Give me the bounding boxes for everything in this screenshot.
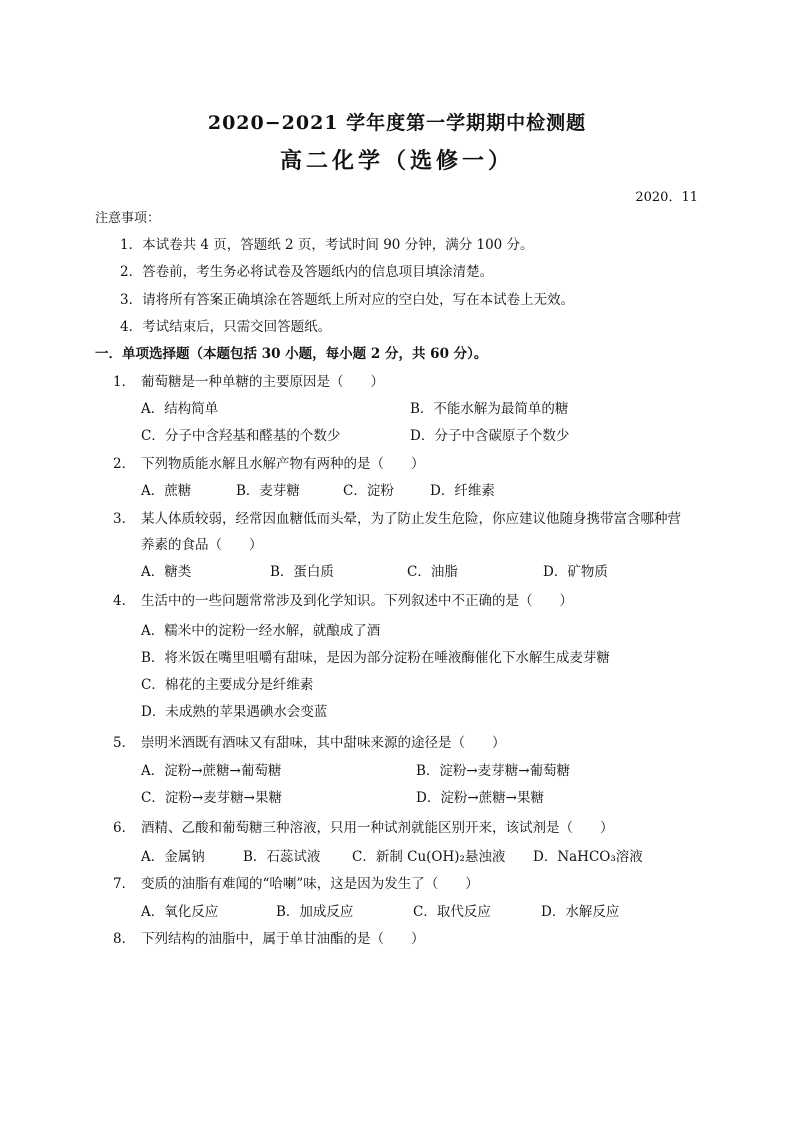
option-d: D．水解反应 xyxy=(541,904,620,920)
option-c: C．取代反应 xyxy=(413,904,491,920)
question-number: 2． xyxy=(113,456,136,472)
question-3 xyxy=(113,510,681,528)
option-a: A．氧化反应 xyxy=(141,904,219,920)
option-a: A．糖类 xyxy=(141,564,192,580)
section-heading: 一．单项选择题（本题包括 30 小题，每小题 2 分，共 60 分）。 xyxy=(95,346,488,362)
note-item: 3．请将所有答案正确填涂在答题纸上所对应的空白处，写在本试卷上无效。 xyxy=(120,292,575,308)
option-b: B．加成反应 xyxy=(276,904,354,920)
option-b: B．麦芽糖 xyxy=(236,483,300,499)
question-stem: 葡萄糖是一种单糖的主要原因是（ ） xyxy=(141,374,384,390)
note-item: 1．本试卷共 4 页，答题纸 2 页，考试时间 90 分钟，满分 100 分。 xyxy=(120,237,534,253)
question-4 xyxy=(113,592,573,610)
option-d: D．NaHCO₃溶液 xyxy=(533,849,643,865)
option-c: C．分子中含羟基和醛基的个数少 xyxy=(141,428,341,444)
question-stem: 变质的油脂有难闻的“哈喇”味，这是因为发生了（ ） xyxy=(141,876,479,892)
question-6 xyxy=(113,819,614,837)
question-2 xyxy=(113,455,425,473)
question-stem: 下列物质能水解且水解产物有两种的是（ ） xyxy=(141,456,425,472)
option-a: A．金属钠 xyxy=(141,849,205,865)
option-a: A．淀粉→蔗糖→葡萄糖 xyxy=(141,763,282,779)
question-stem: 生活中的一些问题常常涉及到化学知识。下列叙述中不正确的是（ ） xyxy=(141,593,573,609)
question-stem: 某人体质较弱，经常因血糖低而头晕，为了防止发生危险，你应建议他随身携带富含哪种营 xyxy=(141,511,681,527)
option-c: C．淀粉→麦芽糖→果糖 xyxy=(141,790,282,806)
question-number: 3． xyxy=(113,511,136,527)
question-number: 4． xyxy=(113,593,136,609)
option-c: C．油脂 xyxy=(407,564,458,580)
question-number: 8． xyxy=(113,931,136,947)
option-b: B．淀粉→麦芽糖→葡萄糖 xyxy=(416,763,571,779)
question-number: 6． xyxy=(113,820,136,836)
question-8 xyxy=(113,930,425,948)
question-stem: 崇明米酒既有酒味又有甜味，其中甜味来源的途径是（ ） xyxy=(141,735,506,751)
option-d: D．未成熟的苹果遇碘水会变蓝 xyxy=(141,704,328,720)
notes-heading: 注意事项： xyxy=(95,211,161,226)
option-a: A．糯米中的淀粉一经水解，就酿成了酒 xyxy=(141,623,381,639)
question-stem: 下列结构的油脂中，属于单甘油酯的是（ ） xyxy=(141,931,425,947)
exam-subtitle: 高二化学（选修一） xyxy=(279,148,514,174)
question-5 xyxy=(113,734,506,752)
option-b: B．将米饭在嘴里咀嚼有甜味，是因为部分淀粉在唾液酶催化下水解生成麦芽糖 xyxy=(141,650,610,666)
note-item: 2．答卷前，考生务必将试卷及答题纸内的信息项目填涂清楚。 xyxy=(120,264,494,280)
question-7 xyxy=(113,875,479,893)
note-item: 4．考试结束后，只需交回答题纸。 xyxy=(120,319,332,335)
option-c: C．棉花的主要成分是纤维素 xyxy=(141,677,314,693)
question-stem-continued: 养素的食品（ ） xyxy=(141,537,263,553)
option-c: C．淀粉 xyxy=(343,483,394,499)
option-b: B．不能水解为最简单的糖 xyxy=(410,401,569,417)
question-number: 5． xyxy=(113,735,136,751)
option-a: A．蔗糖 xyxy=(141,483,192,499)
option-d: D．淀粉→蔗糖→果糖 xyxy=(416,790,544,806)
option-a: A．结构简单 xyxy=(141,401,219,417)
option-c: C．新制 Cu(OH)₂悬浊液 xyxy=(352,849,506,865)
question-number: 1． xyxy=(113,374,136,390)
option-b: B．蛋白质 xyxy=(270,564,334,580)
exam-title: 2020−2021 学年度第一学期期中检测题 xyxy=(207,112,587,134)
exam-date: 2020．11 xyxy=(635,190,698,205)
option-d: D．纤维素 xyxy=(430,483,495,499)
question-number: 7． xyxy=(113,876,136,892)
option-b: B．石蕊试液 xyxy=(243,849,321,865)
question-1 xyxy=(113,373,384,391)
option-d: D．分子中含碳原子个数少 xyxy=(410,428,570,444)
option-d: D．矿物质 xyxy=(543,564,608,580)
question-stem: 酒精、乙酸和葡萄糖三种溶液，只用一种试剂就能区别开来，该试剂是（ ） xyxy=(141,820,614,836)
